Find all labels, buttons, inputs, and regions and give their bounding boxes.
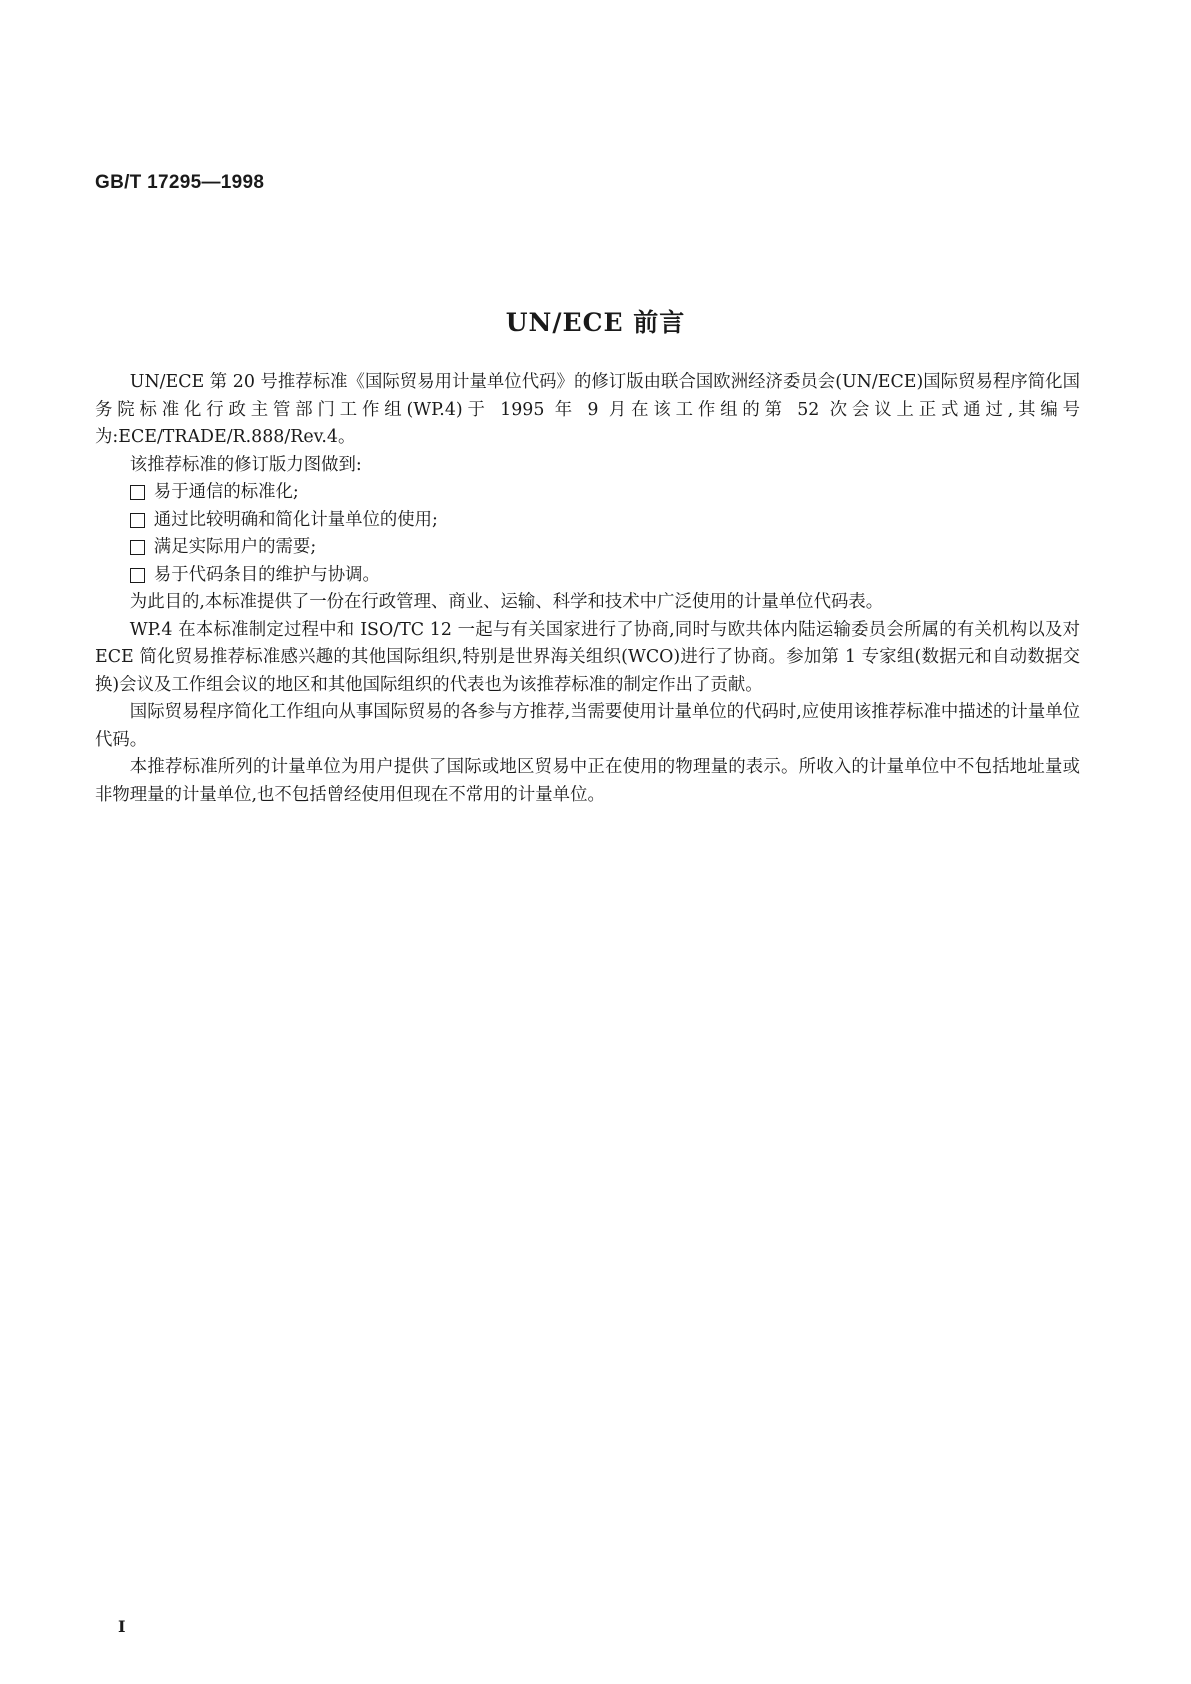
checklist-item-label: 易于通信的标准化; bbox=[153, 482, 299, 502]
checkbox-icon bbox=[130, 485, 145, 500]
checklist-item-label: 满足实际用户的需要; bbox=[153, 537, 317, 557]
standard-code-header: GB/T 17295—1998 bbox=[95, 172, 265, 193]
checklist-item bbox=[95, 534, 1080, 562]
paragraph-scope: 本推荐标准所列的计量单位为用户提供了国际或地区贸易中正在使用的物理量的表示。所收入的计量单位中不包括地址量或非物理量的计量单位,也不包括曾经使用但现在不常用的计量单位。 bbox=[95, 757, 1080, 805]
checklist-item-label: 通过比较明确和简化计量单位的使用; bbox=[153, 509, 438, 530]
paragraph-recommendation: 国际贸易程序简化工作组向从事国际贸易的各参与方推荐,当需要使用计量单位的代码时,应使用该推荐标准中描述的计量单位代码。 bbox=[95, 702, 1080, 750]
checklist-item bbox=[95, 562, 1080, 590]
checkbox-icon bbox=[130, 568, 145, 583]
checklist-item bbox=[95, 479, 1080, 507]
checklist-item bbox=[95, 507, 1080, 535]
checkbox-icon bbox=[130, 540, 145, 555]
goals-checklist bbox=[95, 479, 1080, 589]
paragraph-purpose: 为此目的,本标准提供了一份在行政管理、商业、运输、科学和技术中广泛使用的计量单位代码表。 bbox=[129, 592, 884, 612]
checklist-item-label: 易于代码条目的维护与协调。 bbox=[153, 564, 380, 585]
paragraph-intro: UN/ECE 第 20 号推荐标准《国际贸易用计量单位代码》的修订版由联合国欧洲经济委员会(UN/ECE)国际贸易程序简化国务院标准化行政主管部门工作组(WP.4)于 1995 年 9 月在该工作组的第 52 次会议上正式通过,其编号为:ECE/TRADE/R.888/Rev.4。 bbox=[95, 372, 1080, 447]
paragraph-goals-lead: 该推荐标准的修订版力图做到: bbox=[129, 454, 362, 475]
paragraph-consultation: WP.4 在本标准制定过程中和 ISO/TC 12 一起与有关国家进行了协商,同时与欧共体内陆运输委员会所属的有关机构以及对 ECE 简化贸易推荐标准感兴趣的其他国际组织,特别是世界海关组织(WCO)进行了协商。参加第 1 专家组(数据元和自动数据交换)会议及工作组会议的地区和其他国际组织的代表也为该推荐标准的制定作出了贡献。 bbox=[95, 619, 1080, 695]
page-number: I bbox=[118, 1617, 126, 1636]
page-title: UN/ECE 前言 bbox=[505, 308, 686, 337]
document-body bbox=[95, 369, 1080, 809]
checkbox-icon bbox=[130, 513, 145, 528]
